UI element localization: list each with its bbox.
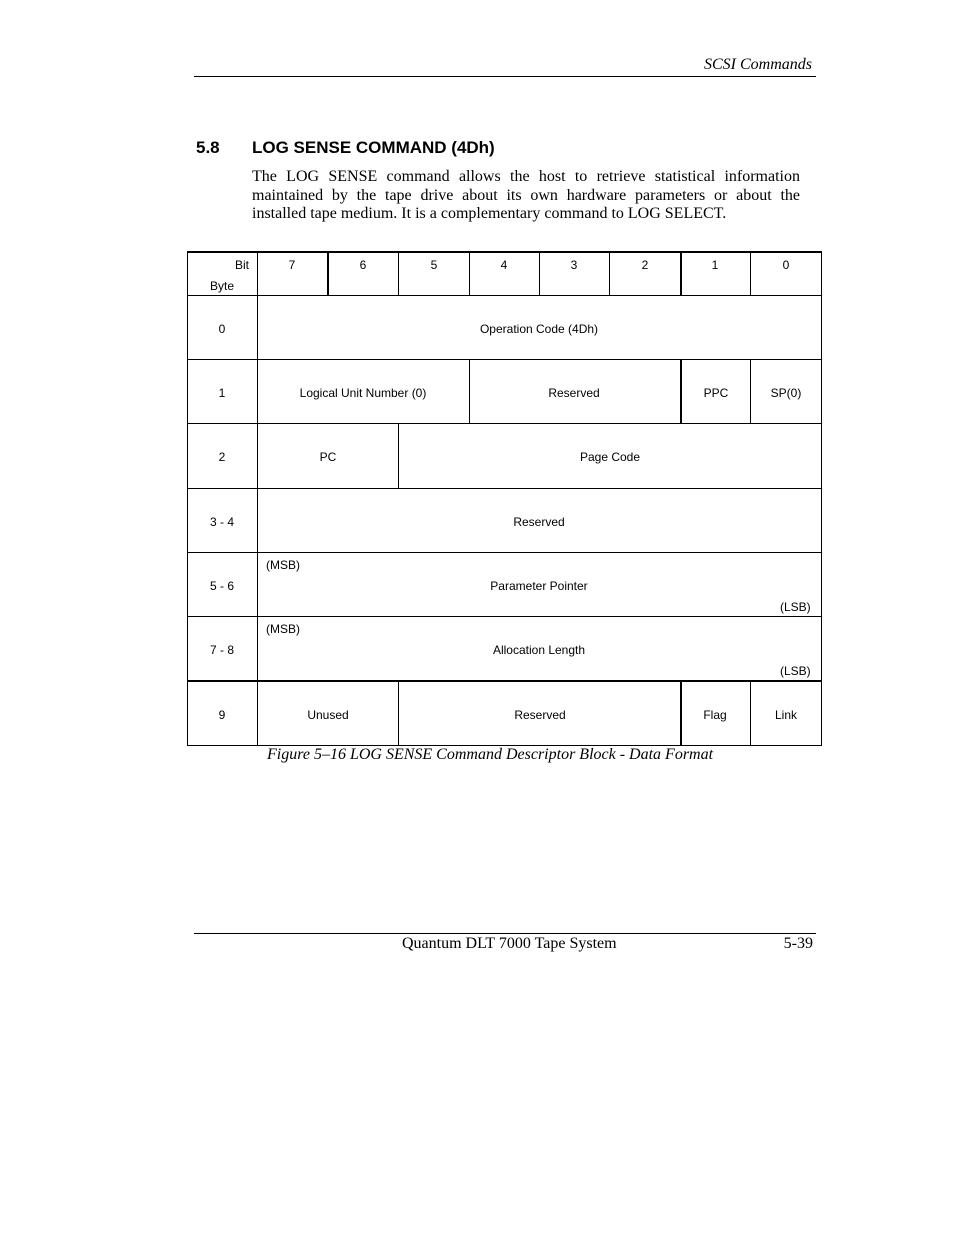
field-operation-code: Operation Code (4Dh) [479, 322, 599, 336]
table-row-divider [187, 680, 822, 682]
field-divider [680, 680, 682, 745]
table-row-divider [187, 295, 822, 296]
running-header: SCSI Commands [703, 56, 812, 73]
bit-header-label: Bit [234, 258, 250, 272]
msb-marker: (MSB) [266, 622, 300, 636]
body-line: The LOG SENSE command allows the host to retrieve statistical information [252, 168, 800, 185]
table-right-border [821, 251, 822, 746]
bit-number: 1 [711, 258, 719, 272]
field-pc: PC [319, 450, 337, 464]
msb-marker: (MSB) [266, 558, 300, 572]
byte-number: 5 - 6 [209, 579, 235, 593]
table-left-border [187, 251, 188, 746]
field-reserved: Reserved [513, 515, 565, 529]
table-top-border [187, 251, 822, 253]
footer-rule [194, 933, 816, 934]
field-unused: Unused [307, 708, 349, 722]
field-reserved: Reserved [514, 708, 566, 722]
byte-number: 7 - 8 [209, 643, 235, 657]
field-divider [398, 423, 399, 488]
page-number: 5-39 [783, 935, 813, 952]
table-row-divider [187, 359, 822, 360]
byte-header-label: Byte [209, 279, 235, 293]
bit-number: 6 [359, 258, 367, 272]
byte-number: 2 [218, 450, 226, 464]
bit-number: 3 [570, 258, 578, 272]
field-parameter-pointer: Parameter Pointer [490, 579, 588, 593]
bit-column-divider [398, 251, 399, 295]
table-row-divider [187, 552, 822, 553]
footer-title: Quantum DLT 7000 Tape System [402, 935, 617, 952]
bit-column-divider [609, 251, 610, 295]
section-number: 5.8 [196, 138, 220, 157]
bit-number: 7 [288, 258, 296, 272]
field-divider [750, 359, 751, 423]
field-reserved: Reserved [548, 386, 600, 400]
field-logical-unit-number: Logical Unit Number (0) [299, 386, 427, 400]
bit-number: 0 [782, 258, 790, 272]
bit-column-divider [750, 251, 751, 295]
byte-number: 9 [218, 708, 226, 722]
bit-number: 4 [500, 258, 508, 272]
field-link: Link [774, 708, 798, 722]
field-divider [469, 359, 470, 423]
byte-number: 1 [218, 386, 226, 400]
byte-number: 0 [218, 322, 226, 336]
byte-column-divider [257, 251, 258, 746]
bit-column-divider [327, 251, 329, 295]
table-row-divider [187, 488, 822, 489]
table-row-divider [187, 616, 822, 617]
lsb-marker: (LSB) [780, 664, 811, 678]
byte-number: 3 - 4 [209, 515, 235, 529]
field-divider [750, 680, 751, 745]
field-flag: Flag [703, 708, 727, 722]
table-row-divider [187, 423, 822, 424]
field-page-code: Page Code [579, 450, 641, 464]
field-allocation-length: Allocation Length [492, 643, 586, 657]
body-line: maintained by the tape drive about its own hardware parameters or about the [252, 186, 800, 204]
field-divider [680, 359, 682, 423]
section-title: LOG SENSE COMMAND (4Dh) [252, 138, 495, 157]
figure-caption: Figure 5–16 LOG SENSE Command Descriptor Block - Data Format [267, 746, 714, 763]
bit-number: 2 [641, 258, 649, 272]
bit-column-divider [469, 251, 470, 295]
bit-column-divider [680, 251, 682, 295]
bit-number: 5 [430, 258, 438, 272]
field-sp: SP(0) [770, 386, 802, 400]
lsb-marker: (LSB) [780, 600, 811, 614]
body-line: installed tape medium. It is a complementary command to LOG SELECT. [252, 205, 727, 222]
bit-column-divider [539, 251, 540, 295]
field-divider [398, 680, 399, 745]
field-ppc: PPC [703, 386, 729, 400]
